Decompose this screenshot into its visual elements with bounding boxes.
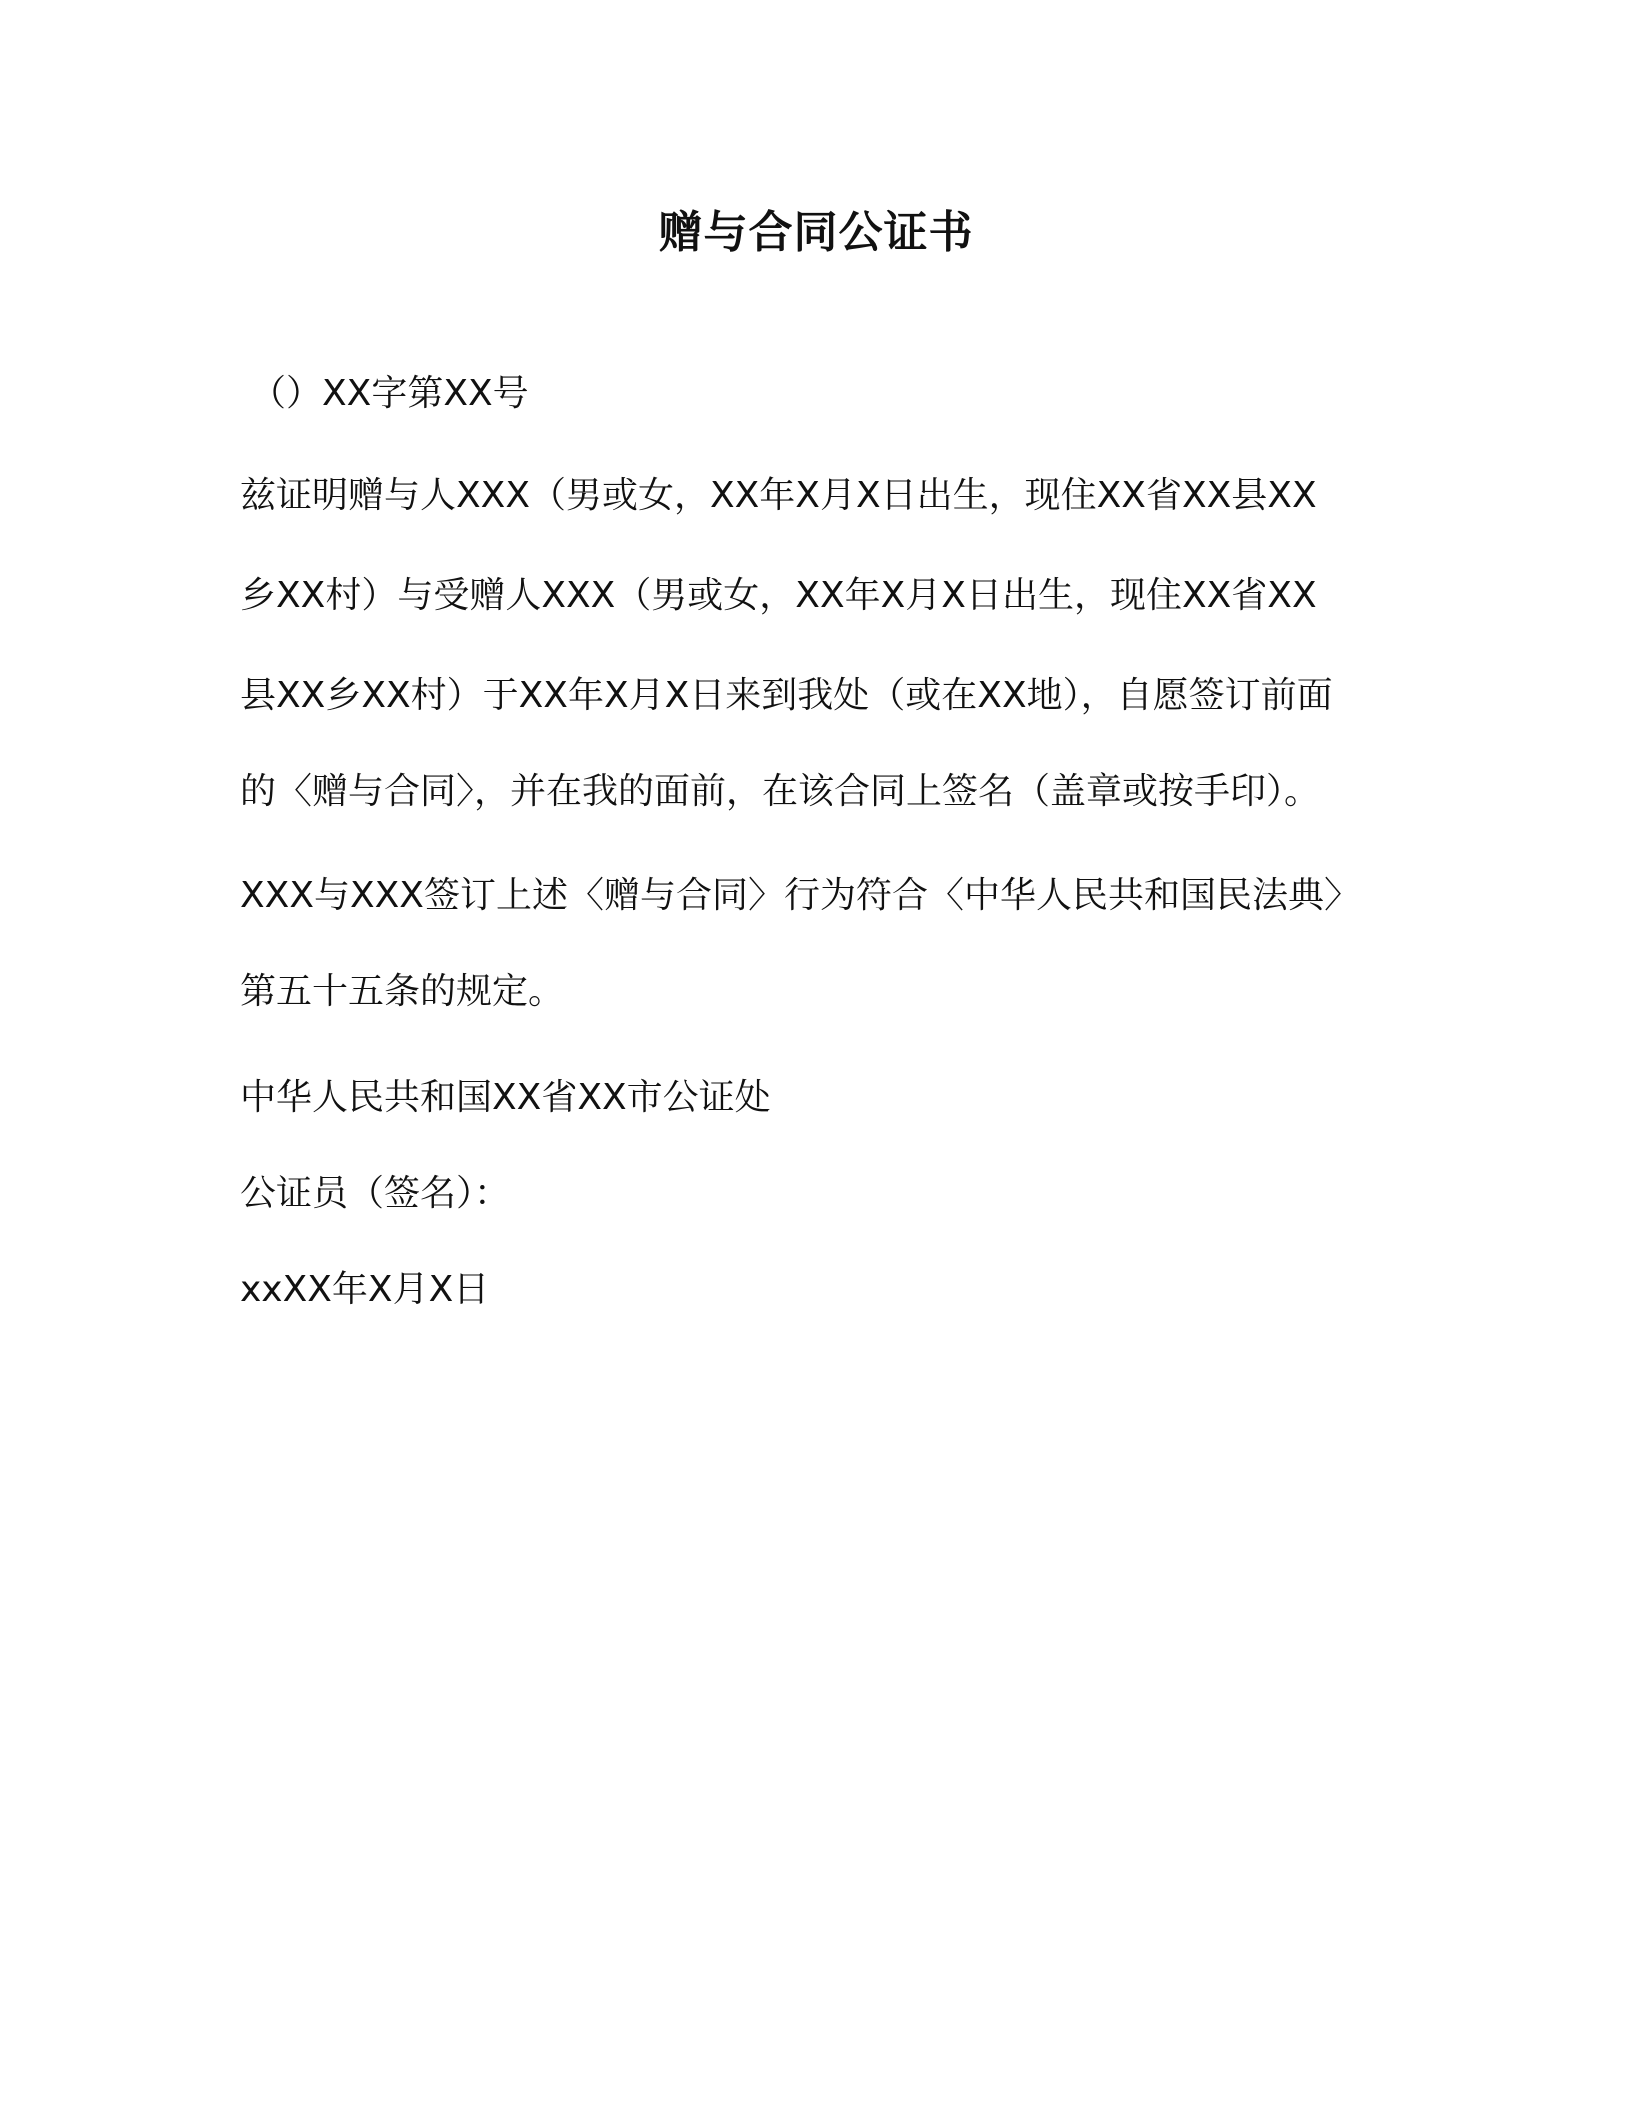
paragraph-line: 第五十五条的规定。 (240, 971, 565, 1012)
document-title: 赠与合同公证书 (658, 207, 974, 258)
document-number: （）XX字第XX号 (250, 373, 529, 414)
paragraph-line: 乡XX村）与受赠人XXX（男或女，XX年X月X日出生，现住XX省XX (240, 575, 1317, 616)
paragraph-line: XXX与XXX签订上述〈赠与合同〉行为符合〈中华人民共和国民法典〉 (240, 875, 1360, 916)
notary-signature-line: 公证员（签名）： (240, 1173, 511, 1214)
paragraph-line: 县XX乡XX村）于XX年X月X日来到我处（或在XX地），自愿签订前面 (240, 675, 1333, 716)
paragraph-line: 兹证明赠与人XXX（男或女，XX年X月X日出生，现住XX省XX县XX (240, 475, 1317, 516)
notary-office: 中华人民共和国XX省XX市公证处 (240, 1077, 771, 1118)
document-date: xxXX年X月X日 (240, 1269, 490, 1310)
paragraph-line: 的〈赠与合同〉，并在我的面前，在该合同上签名（盖章或按手印）。 (240, 771, 1321, 812)
